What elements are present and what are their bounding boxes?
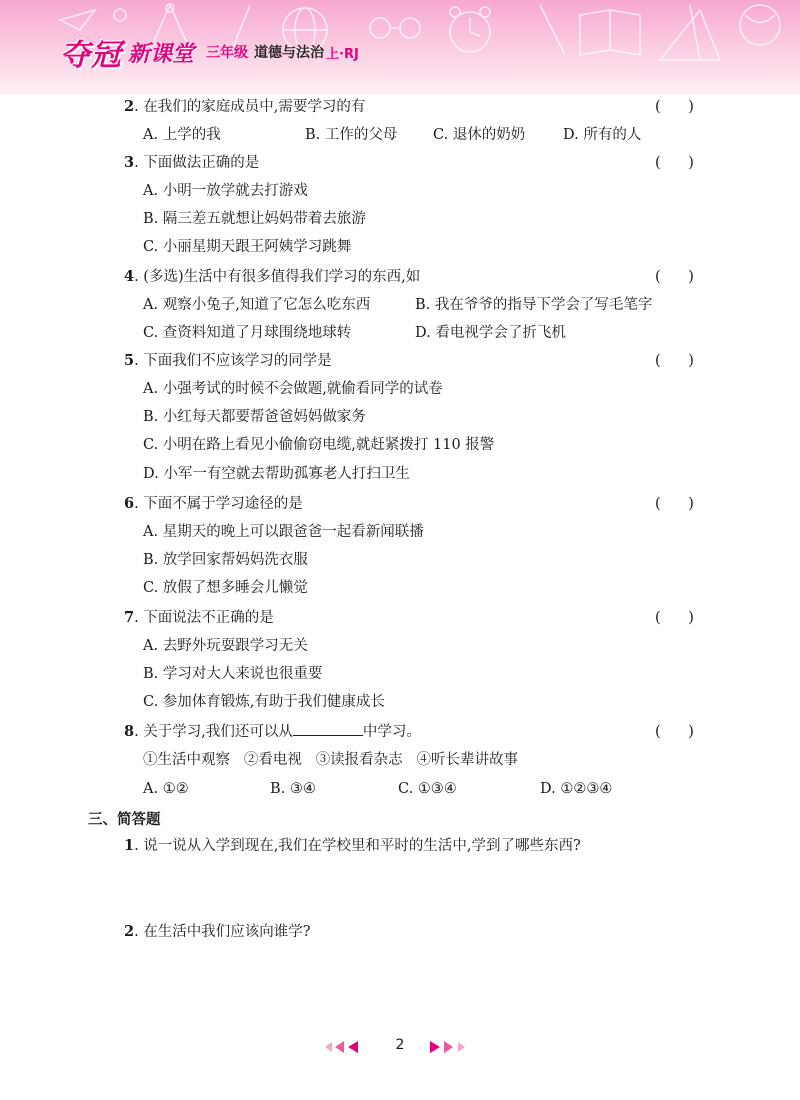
prev-arrows-icon <box>322 1039 372 1055</box>
short-answer-question <box>124 836 581 856</box>
option-c: C. 小明在路上看见小偷偷窃电缆,就赶紧拨打 110 报警 <box>143 437 495 453</box>
answer-parentheses[interactable]: ( ) <box>655 353 694 369</box>
question-stem <box>124 608 274 628</box>
answer-parentheses[interactable]: ( ) <box>655 99 694 115</box>
fill-blank[interactable] <box>293 722 363 736</box>
question-number: 6 <box>124 495 135 512</box>
edition-label: 上·RJ <box>326 46 359 62</box>
question-stem <box>124 153 259 173</box>
page-footer <box>0 1037 800 1061</box>
section-title: 三、简答题 <box>88 812 161 828</box>
question-number: 4 <box>124 268 135 285</box>
question-text: . 下面我们不应该学习的同学是 <box>134 353 332 369</box>
brand-logo-main: 夺冠 <box>60 38 122 73</box>
option-c: C. 退休的奶奶 <box>433 127 526 143</box>
page-number: 2 <box>395 1037 405 1053</box>
answer-area[interactable] <box>124 862 684 918</box>
question-stem <box>124 97 365 117</box>
answer-parentheses[interactable]: ( ) <box>655 496 694 512</box>
option-b: B. 小红每天都要帮爸爸妈妈做家务 <box>143 409 366 425</box>
option-b: B. 学习对大人来说也很重要 <box>143 666 323 682</box>
answer-parentheses[interactable]: ( ) <box>655 610 694 626</box>
choice-items: ①生活中观察 ②看电视 ③读报看杂志 ④听长辈讲故事 <box>143 752 518 768</box>
option-c: C. 参加体育锻炼,有助于我们健康成长 <box>143 694 385 710</box>
option-b: B. 放学回家帮妈妈洗衣服 <box>143 552 308 568</box>
question-stem <box>124 722 421 742</box>
option-a: A. 观察小兔子,知道了它怎么吃东西 <box>143 297 371 313</box>
question-number: 7 <box>124 609 135 626</box>
option-d: D. ①②③④ <box>540 781 613 797</box>
answer-parentheses[interactable]: ( ) <box>655 269 694 285</box>
question-stem <box>124 351 332 371</box>
question-number: 3 <box>124 154 135 171</box>
question-stem <box>124 494 303 514</box>
option-c: C. 查资料知道了月球围绕地球转 <box>143 325 352 341</box>
question-text: . 在生活中我们应该向谁学? <box>134 924 311 940</box>
question-number: 2 <box>124 923 135 940</box>
option-d: D. 小军一有空就去帮助孤寡老人打扫卫生 <box>143 466 410 482</box>
question-number: 5 <box>124 352 135 369</box>
next-arrows-icon <box>428 1039 478 1055</box>
question-text: . 说一说从入学到现在,我们在学校里和平时的生活中,学到了哪些东西? <box>134 838 581 854</box>
option-b: B. 工作的父母 <box>305 127 398 143</box>
option-a: A. 小明一放学就去打游戏 <box>143 183 308 199</box>
option-b: B. ③④ <box>270 781 316 797</box>
option-c: C. 放假了想多睡会儿懒觉 <box>143 580 308 596</box>
option-d: D. 所有的人 <box>563 127 642 143</box>
option-c: C. ①③④ <box>398 781 457 797</box>
option-c: C. 小丽星期天跟王阿姨学习跳舞 <box>143 239 352 255</box>
question-text: . 关于学习,我们还可以从 <box>134 724 293 740</box>
brand-logo-sub: 新课堂 <box>128 41 195 67</box>
short-answer-question <box>124 922 311 942</box>
answer-area[interactable] <box>124 948 684 1028</box>
option-d: D. 看电视学会了折飞机 <box>415 325 566 341</box>
question-text: . 下面说法不正确的是 <box>134 610 274 626</box>
subject-label: 道德与法治 <box>254 45 325 61</box>
option-b: B. 我在爷爷的指导下学会了写毛笔字 <box>415 297 653 313</box>
option-a: A. 上学的我 <box>143 127 221 143</box>
question-number: 1 <box>124 837 135 854</box>
question-text: . 下面不属于学习途径的是 <box>134 496 303 512</box>
question-number: 2 <box>124 98 135 115</box>
question-text: . 下面做法正确的是 <box>134 155 260 171</box>
option-a: A. 小强考试的时候不会做题,就偷看同学的试卷 <box>143 381 443 397</box>
question-stem <box>124 267 420 287</box>
question-text: . (多选)生活中有很多值得我们学习的东西,如 <box>134 269 421 285</box>
question-text-end: 中学习。 <box>362 724 421 740</box>
question-number: 8 <box>124 723 135 740</box>
option-a: A. ①② <box>143 781 189 797</box>
option-a: A. 星期天的晚上可以跟爸爸一起看新闻联播 <box>143 524 424 540</box>
answer-parentheses[interactable]: ( ) <box>655 724 694 740</box>
grade-label: 三年级 <box>206 45 249 61</box>
question-text: . 在我们的家庭成员中,需要学习的有 <box>134 99 366 115</box>
answer-parentheses[interactable]: ( ) <box>655 155 694 171</box>
option-a: A. 去野外玩耍跟学习无关 <box>143 638 308 654</box>
option-b: B. 隔三差五就想让妈妈带着去旅游 <box>143 211 366 227</box>
